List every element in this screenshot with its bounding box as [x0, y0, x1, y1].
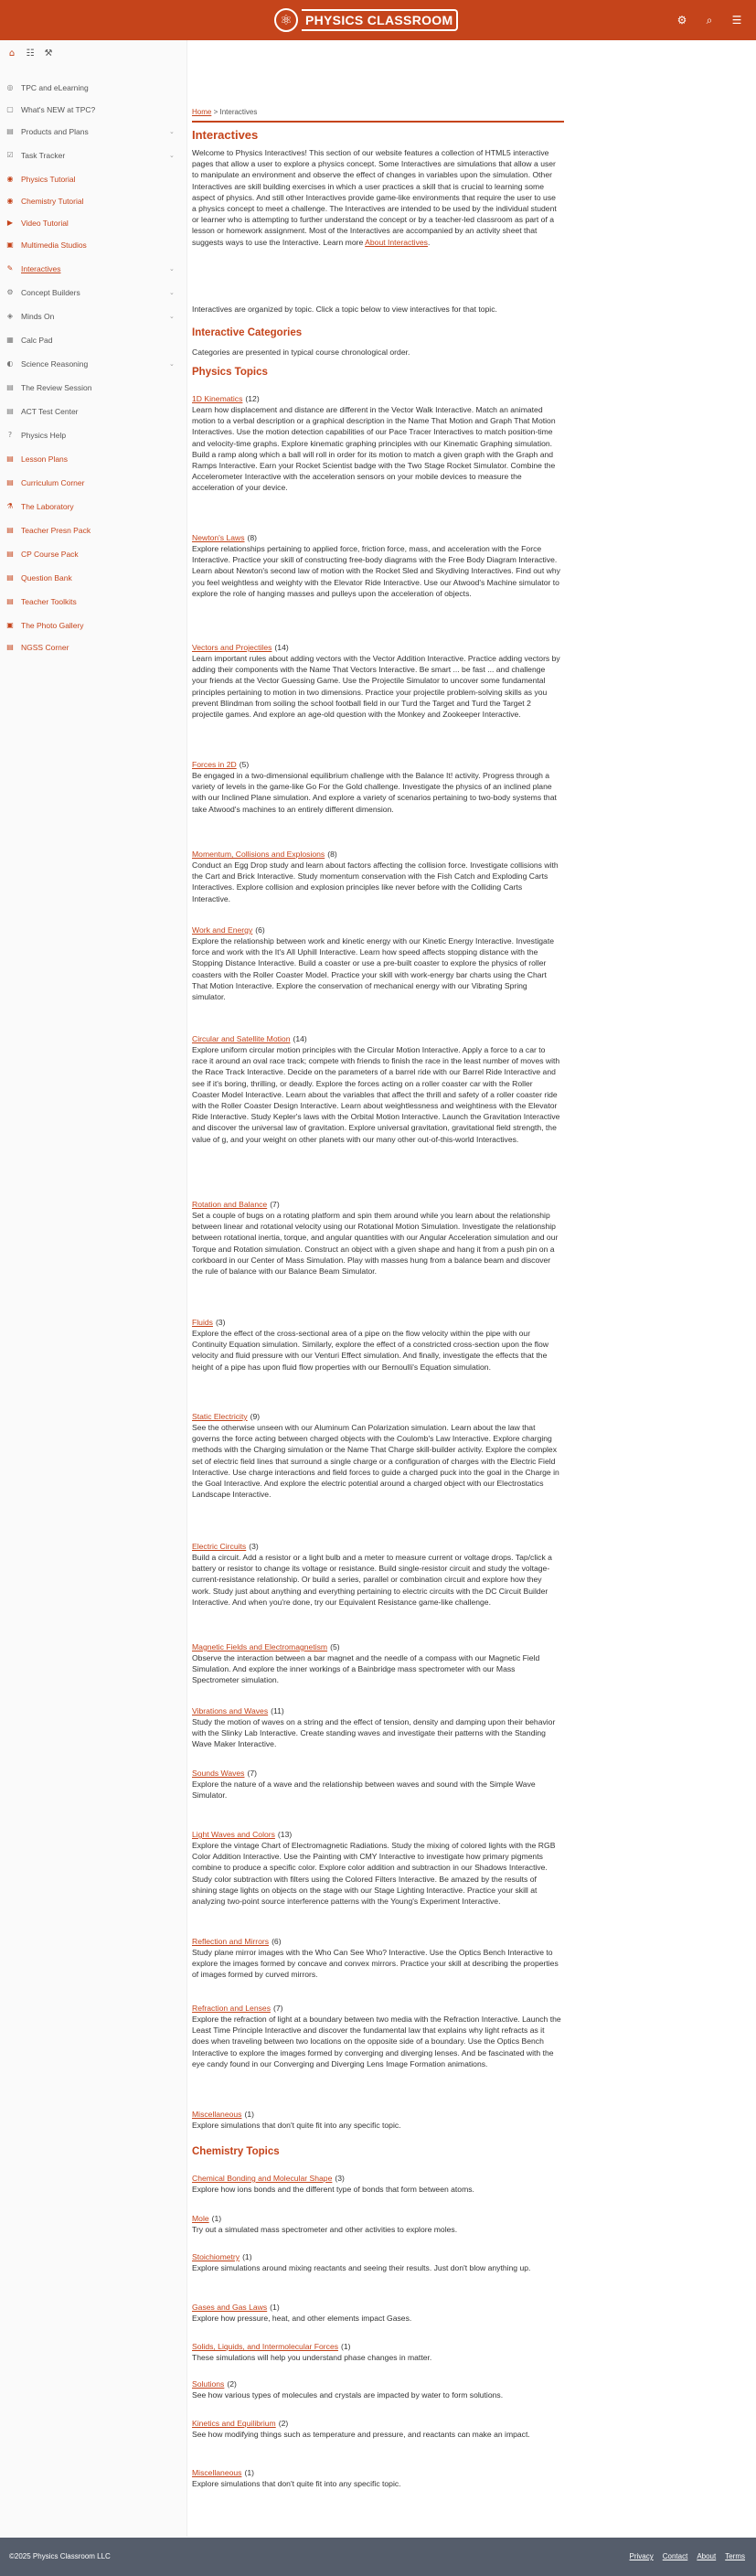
- topic-electric-circuits: [192, 1541, 562, 1608]
- breadcrumb: [192, 108, 257, 116]
- topic-title: [192, 2378, 562, 2389]
- footer-links: [630, 2552, 746, 2560]
- sidebar-item-tpc-and-elearning[interactable]: [0, 78, 187, 98]
- sidebar-item-physics-tutorial[interactable]: [0, 169, 187, 189]
- topic-vibrations-and-waves: [192, 1705, 562, 1750]
- teacher-presn-pack-icon: ▤: [6, 526, 14, 534]
- sidebar-item-label: Teacher Presn Pack: [21, 526, 91, 535]
- breadcrumb-home-link[interactable]: Home: [192, 108, 212, 116]
- sidebar-item-label: The Review Session: [21, 383, 92, 392]
- topic-link[interactable]: Solids, Liquids, and Intermolecular Forces: [192, 2342, 339, 2351]
- topic-reflection-and-mirrors: [192, 1936, 562, 1981]
- sidebar-item-label: CP Course Pack: [21, 550, 79, 559]
- topic-title: [192, 2213, 562, 2224]
- lesson-plans-icon: ▤: [6, 454, 14, 463]
- topic-count: (11): [271, 1706, 284, 1716]
- topic-chemical-bonding-and-molecular-shape: [192, 2173, 562, 2195]
- categories-heading: Interactive Categories: [192, 327, 303, 338]
- cp-course-pack-icon: ▤: [6, 550, 14, 558]
- topic-title: [192, 2003, 562, 2014]
- topic-title: [192, 1541, 562, 1552]
- menu-icon[interactable]: ☰: [731, 14, 742, 27]
- topic-count: (1): [244, 2110, 254, 2119]
- topic-description: These simulations will help you understand phase changes in matter.: [192, 2353, 432, 2362]
- topic-count: (3): [249, 1542, 259, 1551]
- sidebar-item-teacher-toolkits[interactable]: [0, 592, 187, 612]
- topic-link[interactable]: Kinetics and Equilibrium: [192, 2419, 276, 2428]
- topic-kinetics-and-equilibrium: [192, 2418, 562, 2440]
- sidebar-item-task-tracker[interactable]: [0, 145, 187, 166]
- topic-title: [192, 1705, 562, 1716]
- topic-link[interactable]: Miscellaneous: [192, 2468, 242, 2477]
- topic-momentum-collisions-and-explosions: [192, 849, 562, 904]
- topic-vectors-and-projectiles: [192, 642, 562, 720]
- topic-count: (14): [274, 643, 289, 652]
- topic-link[interactable]: Momentum, Collisions and Explosions: [192, 850, 325, 859]
- sidebar-toolbar: [5, 48, 55, 60]
- topic-title: [192, 1641, 562, 1652]
- copyright-text: ©2025 Physics Classroom LLC: [9, 2552, 111, 2560]
- topic-count: (9): [250, 1412, 261, 1421]
- topic-link[interactable]: Circular and Satellite Motion: [192, 1034, 291, 1043]
- topic-rotation-and-balance: [192, 1199, 562, 1277]
- sidebar-item-label: Physics Tutorial: [21, 175, 76, 184]
- categories-text: Categories are presented in typical course chronological order.: [192, 347, 410, 357]
- chevron-down-icon[interactable]: ⌄: [169, 313, 175, 320]
- topic-link[interactable]: Vectors and Projectiles: [192, 643, 272, 652]
- topic-description: Explore the refraction of light at a boundary between two media with the Refraction Interactive. Launch the Least Time Principle Interactive and discover the fundamental law that explains why light refracts as it does when traveling between two locations on the opposite side of a boundary. Use the Optics Bench Interactive to explore the images formed by converging and diverging lenses. And be fascinated with the eye candy found in our Converging and Diverging Lens Image Formation animations.: [192, 2015, 561, 2068]
- sidebar-item-label: TPC and eLearning: [21, 83, 89, 92]
- topic-forces-in-2d: [192, 759, 562, 815]
- topic-gases-and-gas-laws: [192, 2302, 562, 2324]
- breadcrumb-separator: >: [211, 108, 220, 116]
- topic-count: (8): [247, 533, 258, 542]
- chevron-down-icon[interactable]: ⌄: [169, 360, 175, 368]
- chemistry-topics-heading: Chemistry Topics: [192, 2146, 280, 2157]
- topic-magnetic-fields-and-electromagnetism: [192, 1641, 562, 1686]
- topic-count: (1): [270, 2303, 280, 2312]
- topic-description: Build a circuit. Add a resistor or a light bulb and a meter to measure current or voltage drops. Tap/click a battery or resistor to change its voltage or resistance. Build single-resistor circuit and study the voltage-current-resistance relationship. Or build a series, parallel or combination circuit and explore how they work. Study just about anything and everything pertaining to electric circuits with the DC Circuit Builder Interactive. And when you're done, try our Equivalent Resistance game-like challenge.: [192, 1553, 552, 1607]
- breadcrumb-divider: [192, 121, 564, 123]
- topic-description: Explore how pressure, heat, and other elements impact Gases.: [192, 2314, 412, 2323]
- sidebar-item-concept-builders[interactable]: [0, 283, 187, 303]
- topic-count: (2): [227, 2379, 237, 2389]
- topic-description: Observe the interaction between a bar magnet and the needle of a compass with our Magnetic Field Simulation. And explore the inner workings of a Bainbridge mass spectrometer with our Mass Spectrometer simulation.: [192, 1653, 540, 1685]
- topic-description: Explore the effect of the cross-sectional area of a pipe on the flow velocity within the pipe with our Continuity Equation simulation. Similarly, explore the effect of a constricted cross-section upon the flow velocity and fluid pressure with our Venturi Effect simulation. And finally, investigate the effects that the height of a pipe has upon fluid flow properties with our Bernoulli's Equation simulation.: [192, 1329, 548, 1372]
- the-photo-gallery-icon: ▣: [6, 621, 14, 629]
- topic-title: [192, 1033, 562, 1044]
- topic-count: (2): [278, 2419, 289, 2428]
- topic-link[interactable]: Rotation and Balance: [192, 1200, 268, 1209]
- topic-title: [192, 1411, 562, 1422]
- topic-title: [192, 2341, 562, 2352]
- topic-title: [192, 532, 562, 543]
- sidebar-item-label: Products and Plans: [21, 127, 89, 136]
- topic-count: (1): [244, 2468, 254, 2477]
- top-header: [0, 0, 756, 40]
- topic-static-electricity: [192, 1411, 562, 1500]
- topic-description: Explore the nature of a wave and the relationship between waves and sound with the Simple Wave Simulator.: [192, 1780, 536, 1801]
- sidebar-item-video-tutorial[interactable]: [0, 213, 187, 233]
- topic-description: Set a couple of bugs on a rotating platform and spin them around while you learn about the relationship between linear and rotational velocity using our Rotational Motion Simulation. Investigate the relationship between rotational inertia, torque, and angular quantities with our Angular Acceleration simulation and our Torque and Rotation simulation. Construct an object with a given shape and hang it from a push pin on a corkboard in our Center of Mass Simulation. Play with masses hung from a balance beam and discover the rule of balance with our Balance Beam Simulator.: [192, 1211, 559, 1277]
- footer-link-contact[interactable]: Contact: [662, 2552, 688, 2560]
- sidebar-item-label: Chemistry Tutorial: [21, 197, 84, 206]
- sidebar-item-label: The Photo Gallery: [21, 621, 84, 630]
- physics-tutorial-icon: ◉: [6, 175, 14, 183]
- sidebar-item-the-laboratory[interactable]: [0, 497, 187, 517]
- topic-link[interactable]: Mole: [192, 2214, 209, 2223]
- topic-description: See how modifying things such as temperature and pressure, and reactants can make an impact.: [192, 2430, 530, 2439]
- topic-description: Study the motion of waves on a string and the effect of tension, density and damping upon their behavior with the Slinky Lab Interactive. Create standing waves and investigate their patterns with the Standing Wave Maker Interactive.: [192, 1717, 556, 1749]
- topic-1d-kinematics: [192, 393, 562, 494]
- sidebar-item-calc-pad[interactable]: [0, 330, 187, 350]
- sidebar-item-label: Task Tracker: [21, 151, 66, 160]
- sidebar-item-label: Curriculum Corner: [21, 478, 85, 487]
- topic-description: Explore uniform circular motion principles with the Circular Motion Interactive. Apply a force to a car to race it around an oval race track; compete with friends to finish the race in the least number of moves with the Race Track Interactive. Decide on the parameters of a barrel ride with our Barrel Ride Interactive and see if it's boring, thrilling, or deadly. Explore the forces acting on a roller coaster car with the Roller Coaster Model Interactive. Learn about the variables that affect the thrill and safety of a roller coaster ride with the Roller Coaster Design Interactive. Learn about weightlessness and weightiness with the Elevator Ride Interactive. Study Kepler's laws with the Orbital Motion Interactive. Launch the Gravitation Interactive and discover the universal law of gravitation. Explore universal gravitation, gravitational field strength, the value of g, and your weight on other planets with our many other out-of-this-world Interactives.: [192, 1045, 560, 1144]
- topic-description: Explore simulations that don't quite fit into any specific topic.: [192, 2121, 401, 2130]
- settings-icon[interactable]: ⚙: [676, 14, 687, 27]
- sidebar-item-question-bank[interactable]: [0, 568, 187, 588]
- page-title: Interactives: [192, 128, 259, 142]
- curriculum-corner-icon: ▤: [6, 478, 14, 486]
- chevron-down-icon[interactable]: ⌄: [169, 289, 175, 296]
- topic-link[interactable]: Reflection and Mirrors: [192, 1937, 270, 1946]
- topic-link[interactable]: Electric Circuits: [192, 1542, 247, 1551]
- topic-miscellaneous: [192, 2467, 562, 2489]
- topic-title: [192, 2173, 562, 2184]
- footer: [0, 2538, 756, 2576]
- question-bank-icon: ▤: [6, 573, 14, 582]
- sidebar-item-physics-help[interactable]: [0, 425, 187, 445]
- sidebar: [0, 40, 187, 2537]
- tpc-and-elearning-icon: ◎: [6, 83, 14, 91]
- sidebar-item-label: Interactives: [21, 264, 61, 273]
- topic-count: (14): [293, 1034, 307, 1043]
- topic-newton-s-laws: [192, 532, 562, 599]
- about-interactives-link[interactable]: About Interactives: [365, 237, 428, 247]
- physics-topics-heading: Physics Topics: [192, 367, 268, 378]
- topic-solutions: [192, 2378, 562, 2400]
- topic-description: Study plane mirror images with the Who Can See Who? Interactive. Use the Optics Bench Interactive to explore the images formed by concave and convex mirrors. Practice your skill at describing the properties of images formed by curved mirrors.: [192, 1948, 559, 1980]
- sidebar-item-multimedia-studios[interactable]: [0, 235, 187, 255]
- topic-miscellaneous: [192, 2109, 562, 2131]
- topic-light-waves-and-colors: [192, 1829, 562, 1907]
- topic-link[interactable]: Chemical Bonding and Molecular Shape: [192, 2174, 333, 2183]
- chevron-down-icon[interactable]: ⌄: [169, 128, 175, 135]
- science-reasoning-icon: ◐: [6, 359, 14, 368]
- sidebar-item-cp-course-pack[interactable]: [0, 544, 187, 564]
- topic-description: Learn how displacement and distance are different in the Vector Walk Interactive. Match an animated motion to a verbal description or a graphical description in the Name That Motion and Graph That Motion Interactives. Use the motion detection capabilities of our Pace Tracer Interactives to match position-time and velocity-time graphs. Explore kinematic graphing principles with our Kinematic Graphing simulation. Build a ramp along which a ball will roll in order for its motion to match a given graph with the Graph and Ramps Interactive. Earn your Rocket Scientist badge with the Two Stage Rocket Simulator. Combine the Accelerometer Interactive with the acceleration sensors on your mobile devices to measure the acceleration of your device.: [192, 405, 556, 493]
- topic-description: Explore simulations that don't quite fit into any specific topic.: [192, 2479, 401, 2488]
- multimedia-studios-icon: ▣: [6, 240, 14, 249]
- sidebar-item-curriculum-corner[interactable]: [0, 473, 187, 493]
- topic-count: (7): [270, 1200, 280, 1209]
- topic-link[interactable]: Magnetic Fields and Electromagnetism: [192, 1642, 328, 1651]
- topic-count: (5): [330, 1642, 340, 1651]
- chemistry-tutorial-icon: ◉: [6, 197, 14, 205]
- topic-title: [192, 642, 562, 653]
- topic-refraction-and-lenses: [192, 2003, 562, 2069]
- topic-description: Explore simulations around mixing reactants and seeing their results. Just don't blow anything up.: [192, 2263, 531, 2272]
- topic-description: Learn important rules about adding vectors with the Vector Addition Interactive. Practice adding vectors by adding their components with the Name That Vectors Interactive. Be smart ... be fast ... and challenge your friends at the Vector Guessing Game. Use the Projectile Simulator to uncover some fundamental principles pertaining to motion in two dimensions. Practice your projectile problem-solving skills as you prevent Blindman from soiling the school football field in our Turd the Target and Turd the Target 2 projectile games. And explore an age-old question with the Monkey and Zookeeper Interactive.: [192, 654, 560, 720]
- chevron-down-icon[interactable]: ⌄: [169, 265, 175, 273]
- topic-title: [192, 1768, 562, 1779]
- sidebar-item-teacher-presn-pack[interactable]: [0, 520, 187, 540]
- sidebar-item-interactives[interactable]: [0, 259, 187, 279]
- sidebar-item-minds-on[interactable]: [0, 306, 187, 326]
- sidebar-item-label: ACT Test Center: [21, 407, 79, 416]
- topic-title: [192, 1317, 562, 1328]
- ngss-corner-icon: ▤: [6, 643, 14, 651]
- topic-link[interactable]: Stoichiometry: [192, 2252, 240, 2261]
- topic-title: [192, 1936, 562, 1947]
- topic-count: (3): [215, 1318, 226, 1327]
- topic-title: [192, 393, 562, 404]
- topic-count: (6): [272, 1937, 282, 1946]
- topic-title: [192, 1829, 562, 1840]
- sidebar-item-label: Calc Pad: [21, 336, 53, 345]
- topic-title: [192, 925, 562, 935]
- intro-text: Welcome to Physics Interactives! This section of our website features a collection of HTML5 interactive pages that allow a user to explore a physics concept. Some Interactives are simulations that allow a user to manipulate an environment and observe the effect of changes in variables upon the simulation. Other Interactives are skill building exercises in which a user practices a skill that is crucial to learning some aspect of physics. And still other Interactives provide game-like environments that require the user to use a physics concept to meet a challenge. The Interactives are intended to be used by the individual student or learner who is attempting to further understand the concept or by a teacher-led classroom as part of a lesson or homework assignment. Most of the Interactives are accompanied by an activity sheet that suggests ways to use the Interactive. Learn more: [192, 148, 557, 247]
- sidebar-item-chemistry-tutorial[interactable]: [0, 191, 187, 211]
- topic-count: (3): [335, 2174, 345, 2183]
- footer-link-about[interactable]: About: [697, 2552, 717, 2560]
- concept-builders-icon: ⚙: [6, 288, 14, 296]
- search-icon[interactable]: ⌕: [706, 14, 713, 27]
- footer-link-privacy[interactable]: Privacy: [629, 2552, 654, 2560]
- topic-count: (7): [247, 1769, 257, 1778]
- tools-icon[interactable]: ⚒: [44, 48, 53, 59]
- sidebar-item-label: Minds On: [21, 312, 55, 321]
- sidebar-item-the-review-session[interactable]: [0, 378, 187, 398]
- interactives-icon: ✎: [6, 264, 14, 273]
- atom-logo-icon: ⚛: [274, 8, 298, 32]
- act-test-center-icon: ▤: [6, 407, 14, 415]
- minds-on-icon: ◈: [6, 312, 14, 320]
- topic-title: [192, 2467, 562, 2478]
- topic-description: See how various types of molecules and crystals are impacted by water to form solutions.: [192, 2390, 504, 2400]
- topic-title: [192, 2251, 562, 2262]
- topic-link[interactable]: Vibrations and Waves: [192, 1706, 269, 1716]
- topic-title: [192, 2109, 562, 2120]
- topic-description: Explore the vintage Chart of Electromagnetic Radiations. Study the mixing of colored lights with the RGB Color Addition Interactive. Use the Painting with CMY Interactive to investigate how primary pigments combine to produce a specific color. Explore color addition and subtraction in our Shadows Interactive. Study color subtraction with filters using the Colored Filters Interactive. Be amazed by the results of shining stage lights on objects on the stage with our Stage Lighting Interactive. Practice your skill at analyzing two-point source interference patterns with the Young's Experiment Interactive.: [192, 1841, 556, 1907]
- topic-link[interactable]: Sounds Waves: [192, 1769, 245, 1778]
- topic-title: [192, 2302, 562, 2313]
- sidebar-item-what-s-new-at-tpc[interactable]: [0, 100, 187, 120]
- filter-icon[interactable]: ☷: [26, 48, 35, 59]
- topic-count: (13): [277, 1830, 293, 1839]
- calc-pad-icon: ▦: [6, 336, 14, 344]
- sidebar-item-label: NGSS Corner: [21, 643, 69, 652]
- sidebar-item-label: Teacher Toolkits: [21, 597, 77, 606]
- products-and-plans-icon: ▤: [6, 127, 14, 135]
- the-laboratory-icon: ⚗: [6, 502, 14, 510]
- topic-circular-and-satellite-motion: [192, 1033, 562, 1145]
- chevron-down-icon[interactable]: ⌄: [169, 152, 175, 159]
- topic-description: Try out a simulated mass spectrometer and other activities to explore moles.: [192, 2225, 458, 2234]
- topic-description: Be engaged in a two-dimensional equilibrium challenge with the Balance It! activity. Progress through a variety of levels in the game-like Go For the Gold challenge. Investigate the physics of an inclined plane with our Inclined Plane simulation. And explore a variety of scenarios pertaining to two-body systems that take Atwood's machines to an entirely different dimension.: [192, 771, 557, 814]
- topic-link[interactable]: Newton's Laws: [192, 533, 245, 542]
- intro-paragraph: [192, 147, 562, 248]
- home-icon[interactable]: ⌂: [8, 48, 16, 59]
- topic-link[interactable]: Miscellaneous: [192, 2110, 242, 2119]
- sidebar-item-label: Multimedia Studios: [21, 240, 87, 250]
- sidebar-item-label: Concept Builders: [21, 288, 80, 297]
- topic-title: [192, 1199, 562, 1210]
- topic-count: (6): [255, 925, 265, 935]
- topic-count: (8): [327, 850, 337, 859]
- task-tracker-icon: ☑: [6, 151, 14, 159]
- topic-mole: [192, 2213, 562, 2235]
- sidebar-item-label: The Laboratory: [21, 502, 74, 511]
- topic-title: [192, 759, 562, 770]
- logo-text: PHYSICS CLASSROOM: [302, 9, 458, 31]
- topic-link[interactable]: Refraction and Lenses: [192, 2004, 271, 2013]
- sidebar-item-label: Video Tutorial: [21, 219, 69, 228]
- intro-end: .: [427, 237, 431, 247]
- teacher-toolkits-icon: ▤: [6, 597, 14, 605]
- what-s-new-at-tpc-icon: ▢: [6, 105, 14, 113]
- video-tutorial-icon: ▶: [6, 219, 14, 227]
- topic-link[interactable]: Solutions: [192, 2379, 225, 2389]
- topic-link[interactable]: Static Electricity: [192, 1412, 248, 1421]
- topic-link[interactable]: 1D Kinematics: [192, 394, 243, 403]
- topic-stoichiometry: [192, 2251, 562, 2273]
- topic-title: [192, 2418, 562, 2429]
- topic-link[interactable]: Gases and Gas Laws: [192, 2303, 268, 2312]
- the-review-session-icon: ▤: [6, 383, 14, 391]
- sidebar-item-label: Science Reasoning: [21, 359, 89, 369]
- sidebar-item-label: Question Bank: [21, 573, 72, 583]
- topic-sounds-waves: [192, 1768, 562, 1801]
- topic-link[interactable]: Forces in 2D: [192, 760, 237, 769]
- footer-link-terms[interactable]: Terms: [725, 2552, 745, 2560]
- topic-description: Explore relationships pertaining to applied force, friction force, mass, and acceleration with the Force Interactive. Practice your skill of constructing free-body diagrams with the Free Body Diagram Interactive. Learn about Newton's second law of motion with the Rocket Sled and Skydiving Interactives. Find out why you feel weightless and weighty with the Elevator Ride Interactive. Use our Atwood's Machine simulator to explore the role of hanging masses and pulleys upon the acceleration of objects.: [192, 544, 560, 598]
- topic-fluids: [192, 1317, 562, 1373]
- sidebar-item-lesson-plans[interactable]: [0, 449, 187, 469]
- topic-link[interactable]: Work and Energy: [192, 925, 253, 935]
- topic-count: (5): [239, 760, 250, 769]
- topic-description: Explore how ions bonds and the different type of bonds that form between atoms.: [192, 2185, 474, 2194]
- topic-count: (12): [245, 394, 260, 403]
- sidebar-item-ngss-corner[interactable]: [0, 637, 187, 657]
- organized-text: Interactives are organized by topic. Click a topic below to view interactives for that topic.: [192, 305, 497, 314]
- sidebar-item-act-test-center[interactable]: [0, 401, 187, 422]
- topic-description: See the otherwise unseen with our Aluminum Can Polarization simulation. Learn about the law that governs the force acting between charged objects with the Coulomb's Law Interactive. Explore charging methods with the Charging simulation or the Name That Charge skill-builder activity. Explore the complex set of electric field lines that surround a single charge or a configuration of charges with the Electric Field Interactive. Use charge interactions and field forces to guide a charged puck into the goal in the Charge in the Goal Interactive. And explore the electric potential around a charged object with our Electrostatics Landscape Interactive.: [192, 1423, 559, 1500]
- topic-description: Explore the relationship between work and kinetic energy with our Kinetic Energy Interactive. Investigate force and work with the It's All Uphill Interactive. Learn how speed affects stopping distance with the Stopping Distance Interactive. Build a coaster or use a pre-built coaster to explore the physics of roller coasters with the Roller Coaster Model. Practice your skill with work-energy bar charts using the Chart That Motion Interactive. Explore the conservation of mechanical energy with our Vibrating Spring simulator.: [192, 936, 555, 1002]
- site-logo[interactable]: [274, 6, 458, 34]
- physics-help-icon: ?: [7, 431, 13, 439]
- topic-count: (1): [242, 2252, 252, 2261]
- topic-work-and-energy: [192, 925, 562, 1002]
- breadcrumb-current: Interactives: [219, 108, 258, 116]
- sidebar-item-the-photo-gallery[interactable]: [0, 615, 187, 636]
- topic-count: (7): [273, 2004, 283, 2013]
- topic-description: Conduct an Egg Drop study and learn about factors affecting the collision force. Investigate collisions with the Cart and Brick Interactive. Study momentum conservation with the Fish Catch and Exploding Carts Interactives. Explore collision and explosion principles like never before with the Colliding Carts Interactive.: [192, 860, 559, 903]
- topic-title: [192, 849, 562, 860]
- sidebar-item-label: What's NEW at TPC?: [21, 105, 96, 114]
- topic-count: (1): [341, 2342, 351, 2351]
- sidebar-item-science-reasoning[interactable]: [0, 354, 187, 374]
- topic-link[interactable]: Fluids: [192, 1318, 213, 1327]
- topic-link[interactable]: Light Waves and Colors: [192, 1830, 275, 1839]
- topic-solids-liquids-and-intermolecular-forces: [192, 2341, 562, 2363]
- topic-count: (1): [211, 2214, 222, 2223]
- sidebar-item-label: Lesson Plans: [21, 454, 69, 464]
- sidebar-item-label: Physics Help: [21, 431, 67, 440]
- sidebar-item-products-and-plans[interactable]: [0, 122, 187, 142]
